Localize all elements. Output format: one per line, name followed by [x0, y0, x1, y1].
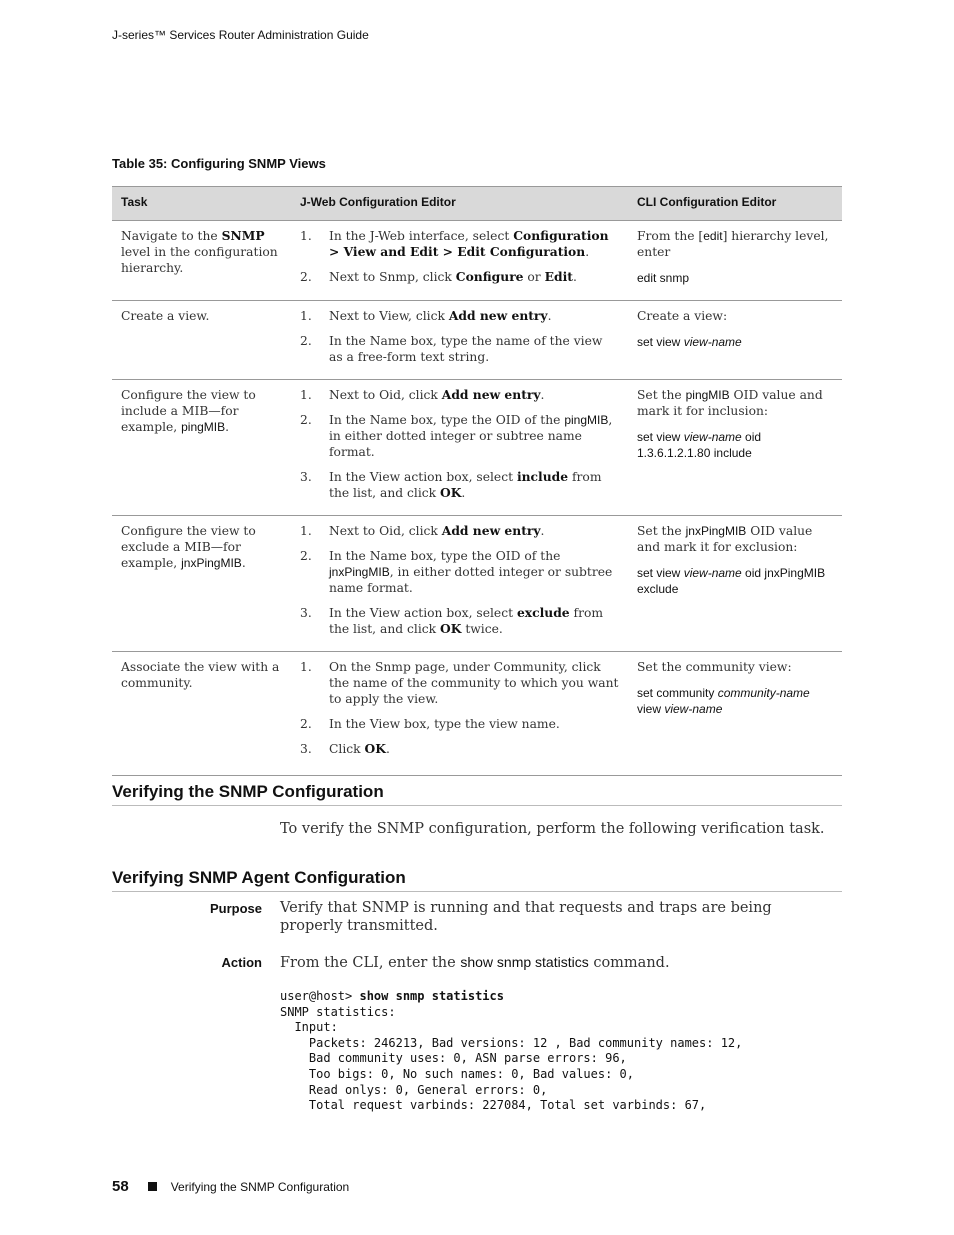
section-heading-verifying: Verifying the SNMP Configuration	[112, 782, 842, 806]
snmp-views-table	[112, 186, 842, 776]
table-row	[112, 516, 842, 652]
task-cell	[112, 221, 291, 301]
section-heading-agent: Verifying SNMP Agent Configuration	[112, 868, 842, 892]
cli-cell	[628, 652, 842, 776]
cli-output-code: user@host> show snmp statistics SNMP statistics: Input: Packets: 246213, Bad versions: 12 , Bad community names: 12, Bad community uses: 0, ASN parse errors: 96, Too bigs: 0, No such names: 0, Bad values: 0, Read onlys: 0, General errors: 0, Total request varbinds: 227084, Total set varbinds: 67,	[280, 989, 743, 1113]
table-row	[112, 221, 842, 301]
step-item: 3. In the View action box, select exclude from the list, and click OK twice.	[300, 605, 604, 636]
step-number: 1.	[300, 388, 312, 402]
table-row	[112, 301, 842, 380]
step-item: 2. In the Name box, type the name of the view as a free-form text string.	[300, 334, 603, 364]
step-item: 2. Next to Snmp, click Configure or Edit.	[300, 269, 577, 284]
task-keyword: SNMP	[221, 228, 265, 243]
step-item: 2. In the Name box, type the OID of the jnxPingMIB, in either dotted integer or subtree name format.	[300, 549, 613, 595]
footer-section-title: Verifying the SNMP Configuration	[170, 1179, 350, 1194]
step-item: 1. On the Snmp page, under Community, click the name of the community to which you want to apply the view.	[300, 660, 619, 706]
task-text: Navigate to the	[121, 229, 222, 243]
table-row	[112, 380, 842, 516]
column-header-cli: CLI Configuration Editor	[628, 187, 842, 221]
code-command: show snmp statistics	[359, 989, 504, 1003]
cli-description: Create a view:	[637, 309, 728, 323]
verify-intro-text: To verify the SNMP configuration, perform the following verification task.	[280, 821, 825, 837]
step-item: 2. In the Name box, type the OID of the pingMIB, in either dotted integer or subtree name format.	[300, 413, 613, 459]
jweb-cell	[291, 301, 628, 380]
cli-description: Set the pingMIB OID value and mark it for inclusion:	[637, 388, 823, 418]
table-header-row	[112, 187, 842, 221]
jweb-cell	[291, 652, 628, 776]
purpose-label: Purpose	[209, 901, 262, 916]
step-number: 3.	[300, 606, 312, 620]
purpose-text: Verify that SNMP is running and that requests and traps are being properly transmitted.	[280, 900, 772, 934]
step-number: 3.	[300, 470, 312, 484]
task-cell: Configure the view to exclude a MIB—for example, jnxPingMIB.	[112, 516, 291, 652]
task-cell	[112, 301, 291, 380]
task-text: level in the configuration hierarchy.	[121, 245, 278, 275]
action-label: Action	[221, 955, 262, 970]
jweb-cell	[291, 380, 628, 516]
column-header-jweb: J-Web Configuration Editor	[291, 187, 628, 221]
step-item: 1. Next to Oid, click Add new entry.	[300, 523, 545, 538]
step-number: 2.	[300, 334, 312, 348]
step-item: 1. In the J-Web interface, select Configuration > View and Edit > Edit Configuration.	[300, 228, 609, 259]
task-cell: Associate the view with a community.	[112, 652, 291, 776]
jweb-cell	[291, 516, 628, 652]
page-footer	[112, 1178, 349, 1195]
cli-cell	[628, 301, 842, 380]
step-number: 2.	[300, 549, 312, 563]
step-number: 2.	[300, 270, 312, 284]
page-number: 58	[112, 1178, 129, 1195]
action-text: From the CLI, enter the show snmp statistics command.	[280, 954, 670, 971]
cli-command: set view view-name	[637, 335, 742, 349]
step-item: 1. Next to View, click Add new entry.	[300, 308, 552, 323]
step-item: 3. Click OK.	[300, 741, 390, 756]
task-text: Create a view.	[121, 309, 210, 323]
step-number: 3.	[300, 742, 312, 756]
running-header: J-series™ Services Router Administration Guide	[112, 28, 369, 42]
cli-command: set view view-name oid jnxPingMIB exclude	[637, 566, 826, 596]
step-number: 1.	[300, 309, 312, 323]
cli-description: From the [edit] hierarchy level, enter	[637, 229, 829, 259]
step-number: 2.	[300, 717, 312, 731]
column-header-task: Task	[112, 187, 291, 221]
cli-command: set view view-name oid 1.3.6.1.2.1.80 include	[637, 430, 762, 460]
code-prompt: user@host>	[280, 989, 360, 1003]
square-bullet-icon	[148, 1182, 157, 1191]
step-item: 3. In the View action box, select include from the list, and click OK.	[300, 469, 602, 500]
jweb-cell	[291, 221, 628, 301]
step-item: 1. Next to Oid, click Add new entry.	[300, 387, 545, 402]
step-number: 1.	[300, 524, 312, 538]
cli-cell	[628, 380, 842, 516]
step-number: 1.	[300, 660, 312, 674]
table-caption: Table 35: Configuring SNMP Views	[112, 156, 326, 171]
task-cell: Configure the view to include a MIB—for example, pingMIB.	[112, 380, 291, 516]
step-number: 2.	[300, 413, 312, 427]
step-number: 1.	[300, 229, 312, 243]
cli-command: edit snmp	[637, 271, 690, 285]
step-item: 2. In the View box, type the view name.	[300, 717, 560, 731]
cli-description: Set the community view:	[637, 660, 792, 674]
cli-cell	[628, 221, 842, 301]
cli-description: Set the jnxPingMIB OID value and mark it for exclusion:	[637, 524, 813, 554]
cli-cell	[628, 516, 842, 652]
table-row	[112, 652, 842, 776]
cli-command: set community community-name view view-name	[637, 686, 810, 716]
